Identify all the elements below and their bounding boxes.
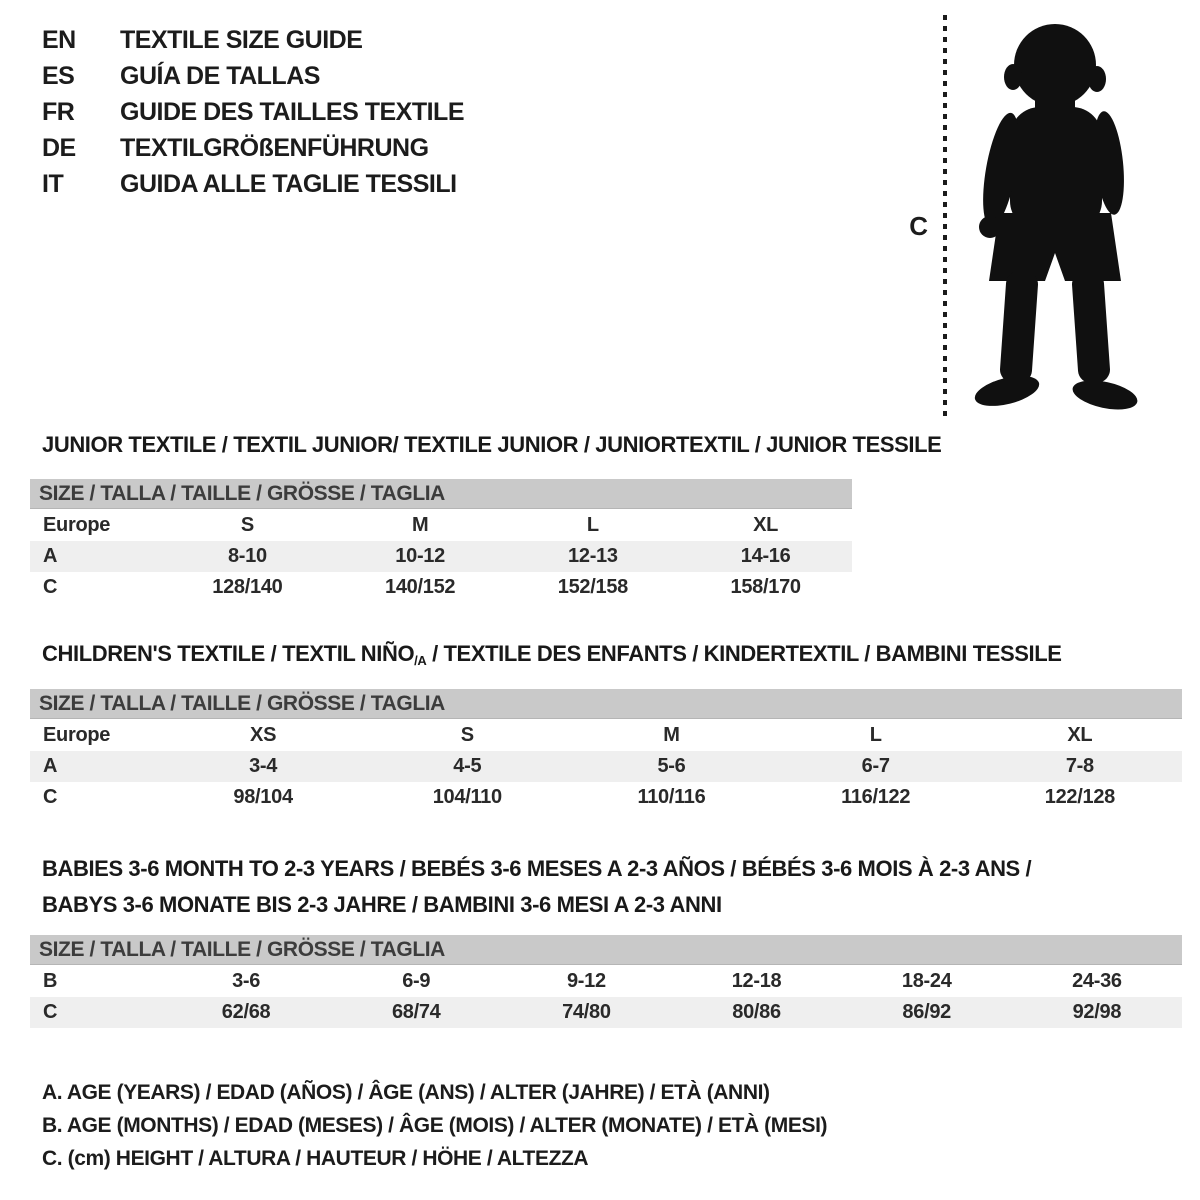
table-cell: 14-16: [679, 541, 852, 572]
table-cell: 152/158: [557, 576, 628, 598]
legend-line: A. AGE (YEARS) / EDAD (AÑOS) / ÂGE (ANS) / ALTER (JAHRE) / ETÀ (ANNI): [42, 1081, 770, 1104]
size-header-bar: SIZE / TALLA / TAILLE / GRÖSSE / TAGLIA: [30, 935, 1182, 965]
size-tables-content: [30, 432, 1182, 1175]
table-cell: 92/98: [1012, 997, 1182, 1028]
section-title-babies: [42, 851, 1182, 923]
table-cell: 7-8: [978, 751, 1182, 782]
table-row: [30, 541, 852, 572]
table-cell: L: [869, 724, 882, 746]
title-part-subscript: /A: [414, 653, 427, 668]
legend-line: B. AGE (MONTHS) / EDAD (MESES) / ÂGE (MOIS) / ALTER (MONATE) / ETÀ (MESI): [42, 1114, 828, 1137]
size-header-bar: SIZE / TALLA / TAILLE / GRÖSSE / TAGLIA: [30, 479, 852, 509]
table-cell: 5-6: [569, 751, 773, 782]
table-cell: S: [240, 514, 254, 536]
table-cell: 98/104: [233, 786, 293, 808]
table-cell: M: [411, 514, 429, 536]
table-cell: 116/122: [841, 786, 911, 808]
babies-size-table: [30, 966, 1182, 1028]
table-cell: M: [663, 724, 680, 746]
table-cell: 12-13: [507, 541, 680, 572]
language-code: FR: [42, 97, 75, 126]
table-row: [30, 572, 852, 603]
row-label: C: [43, 576, 58, 598]
language-row: [42, 58, 464, 94]
section-title-junior: JUNIOR TEXTILE / TEXTIL JUNIOR/ TEXTILE JUNIOR / JUNIORTEXTIL / JUNIOR TESSILE: [42, 432, 942, 457]
measure-c-label: C: [909, 210, 928, 241]
table-cell: 24-36: [1072, 970, 1122, 992]
table-cell: L: [586, 514, 599, 536]
table-cell: 62/68: [161, 997, 331, 1028]
table-cell: 86/92: [842, 997, 1012, 1028]
table-cell: XL: [753, 514, 779, 536]
language-code: IT: [42, 169, 64, 198]
table-cell: 110/116: [637, 786, 706, 808]
table-cell: 12-18: [731, 970, 782, 992]
row-label: A: [30, 751, 161, 782]
language-label: TEXTILE SIZE GUIDE: [120, 25, 363, 54]
title-line-1: BABIES 3-6 MONTH TO 2-3 YEARS / BEBÉS 3-6 MESES A 2-3 AÑOS / BÉBÉS 3-6 MOIS À 2-3 ANS /: [42, 856, 1032, 881]
title-line-2: BABYS 3-6 MONATE BIS 2-3 JAHRE / BAMBINI 3-6 MESI A 2-3 ANNI: [42, 892, 722, 917]
language-label: GUIDA ALLE TAGLIE TESSILI: [120, 169, 457, 198]
table-cell: 18-24: [901, 970, 952, 992]
table-cell: 140/152: [385, 576, 456, 598]
baby-silhouette-icon: [963, 15, 1148, 415]
language-row: [42, 130, 464, 166]
table-cell: 6-7: [774, 751, 978, 782]
children-size-table: [30, 720, 1182, 813]
language-row: [42, 166, 464, 202]
row-label: A: [30, 541, 161, 572]
table-cell: XL: [1067, 724, 1093, 746]
table-cell: 80/86: [671, 997, 841, 1028]
table-cell: 10-12: [334, 541, 507, 572]
table-cell: XS: [250, 724, 277, 746]
table-row: [30, 510, 852, 541]
table-row: [30, 782, 1182, 813]
table-cell: 128/140: [212, 576, 283, 598]
row-label: C: [30, 997, 161, 1028]
table-cell: 68/74: [331, 997, 501, 1028]
size-header-bar: SIZE / TALLA / TAILLE / GRÖSSE / TAGLIA: [30, 689, 1182, 719]
measure-legend: [42, 1076, 1182, 1175]
language-label: GUIDE DES TAILLES TEXTILE: [120, 97, 465, 126]
row-label: C: [43, 786, 58, 808]
table-cell: S: [460, 724, 474, 746]
row-label: Europe: [43, 514, 111, 536]
section-babies-textile: [30, 851, 1182, 1028]
language-title-block: [42, 22, 464, 202]
row-label: Europe: [43, 724, 111, 746]
table-cell: 4-5: [365, 751, 569, 782]
table-row: [30, 966, 1182, 997]
language-label: GUÍA DE TALLAS: [120, 61, 320, 90]
section-junior-textile: [30, 432, 1182, 603]
table-cell: 6-9: [402, 970, 431, 992]
table-cell: 74/80: [501, 997, 671, 1028]
height-dashed-line: [943, 15, 947, 417]
table-cell: 3-4: [161, 751, 365, 782]
table-cell: 104/110: [432, 786, 502, 808]
section-title-children: [42, 641, 1182, 668]
row-label: B: [43, 970, 58, 992]
table-row: [30, 997, 1182, 1028]
junior-size-table: [30, 510, 852, 603]
table-cell: 3-6: [232, 970, 261, 992]
language-code: EN: [42, 25, 76, 54]
language-code: ES: [42, 61, 75, 90]
legend-line: C. (cm) HEIGHT / ALTURA / HAUTEUR / HÖHE / ALTEZZA: [42, 1147, 589, 1170]
title-part-pre: CHILDREN'S TEXTILE / TEXTIL NIÑO: [42, 641, 415, 666]
table-cell: 8-10: [161, 541, 334, 572]
table-cell: 122/128: [1044, 786, 1115, 808]
language-code: DE: [42, 133, 76, 162]
language-label: TEXTILGRÖßENFÜHRUNG: [120, 133, 429, 162]
table-cell: 9-12: [566, 970, 606, 992]
title-part-post: / TEXTILE DES ENFANTS / KINDERTEXTIL / BAMBINI TESSILE: [426, 641, 1062, 666]
table-cell: 158/170: [730, 576, 801, 598]
height-measure-figure: [909, 15, 1148, 417]
table-row: [30, 720, 1182, 751]
table-row: [30, 751, 1182, 782]
language-row: [42, 22, 464, 58]
language-row: [42, 94, 464, 130]
section-children-textile: [30, 641, 1182, 813]
